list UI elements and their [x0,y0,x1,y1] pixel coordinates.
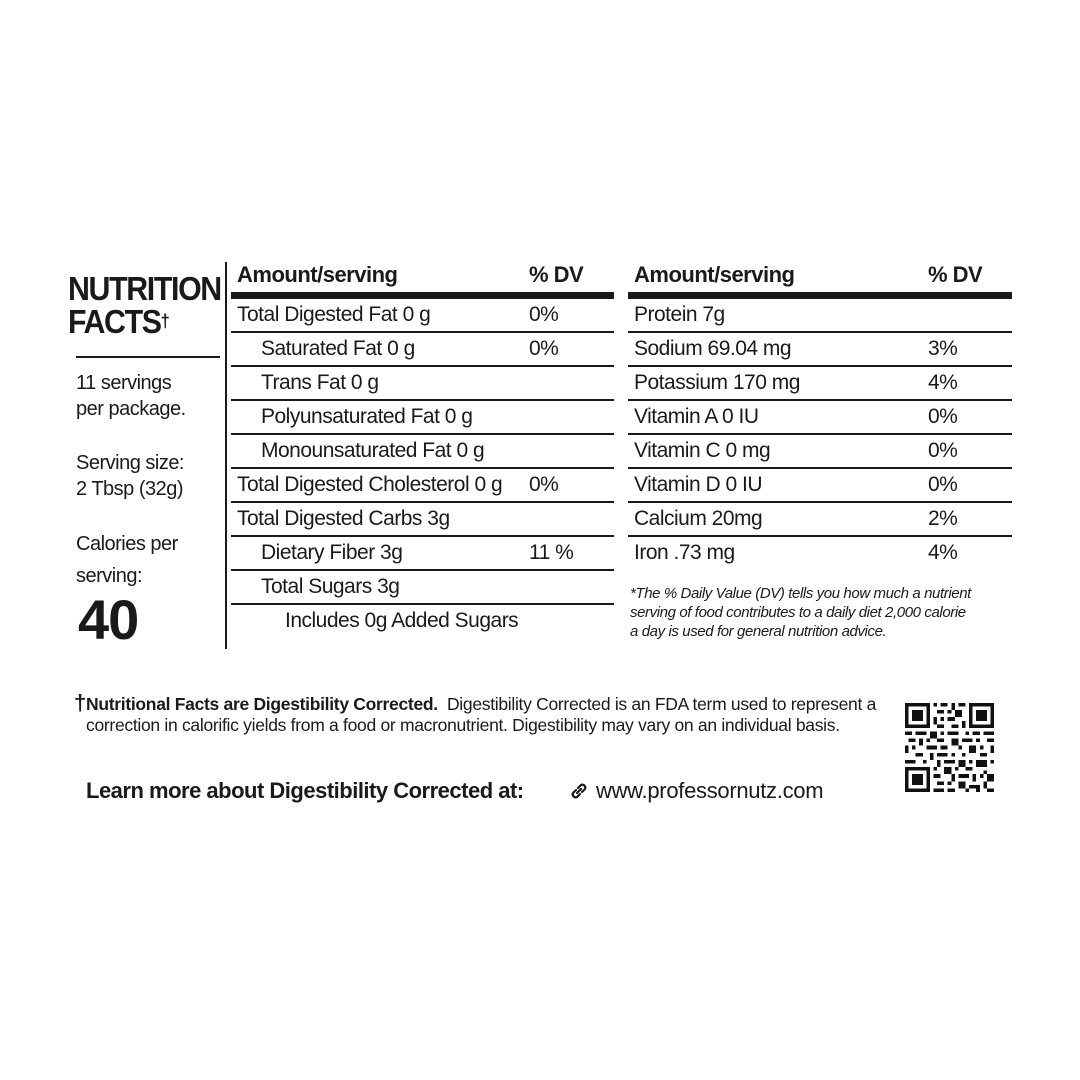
table-row [231,469,614,503]
table-row [628,469,1012,503]
nutrient-dv: 3% [928,337,958,360]
url-text[interactable]: www.professornutz.com [596,778,824,803]
table-header [628,262,1012,292]
table-row [628,537,1012,569]
nutrient-name: Monounsaturated Fat 0 g [261,439,485,462]
thick-rule [628,292,1012,299]
disclaimer-body: Digestibility Corrected is an FDA term used to represent a correction in calorific yields from a food or macronutrient. Digestibility may vary on an individual basis. [86,694,877,735]
nutrient-dv: 0% [928,405,958,428]
table-row [231,401,614,435]
nutrient-name: Total Digested Fat 0 g [237,303,431,326]
thick-rule [231,292,614,299]
nutrient-name: Vitamin A 0 IU [634,405,759,428]
left-divider [76,356,220,358]
nutrient-dv: 0% [529,473,559,496]
disclaimer-bold: Nutritional Facts are Digestibility Corrected. [86,694,438,714]
title-line1: NUTRITION [68,270,221,307]
nutrient-dv: 2% [928,507,958,530]
table-row [628,299,1012,333]
dagger-mark: † [74,690,87,715]
nutrient-name: Potassium 170 mg [634,371,800,394]
nutrient-name: Total Sugars 3g [261,575,400,598]
nutrient-name: Dietary Fiber 3g [261,541,403,564]
dv-footnote [630,584,971,641]
nutrient-name: Total Digested Cholesterol 0 g [237,473,503,496]
servings-per-package [76,370,186,422]
footnote-line2: serving of food contributes to a daily diet 2,000 calorie [630,604,966,621]
servings-line2: per package. [76,398,186,420]
nutrient-dv: 0% [529,303,559,326]
footnote-line3: a day is used for general nutrition advice. [630,623,887,640]
serving-size-line2: 2 Tbsp (32g) [76,478,184,500]
nutrient-name: Polyunsaturated Fat 0 g [261,405,473,428]
calories-label [76,528,178,592]
table-row [628,435,1012,469]
calories-line2: serving: [76,565,143,587]
nutrient-name: Includes 0g Added Sugars [285,609,519,632]
table-row [628,367,1012,401]
nutrient-name: Calcium 20mg [634,507,763,530]
nutrient-name: Trans Fat 0 g [261,371,379,394]
nutrient-name: Sodium 69.04 mg [634,337,792,360]
header-dv: % DV [529,262,584,287]
table-header [231,262,614,292]
calories-line1: Calories per [76,533,178,555]
nutrient-name: Protein 7g [634,303,725,326]
disclaimer-paragraph [86,694,876,736]
learn-more-label: Learn more about Digestibility Corrected at: [86,778,524,803]
vertical-divider [225,262,227,649]
nutrient-name: Vitamin D 0 IU [634,473,762,496]
table-row [628,333,1012,367]
table-row [231,503,614,537]
title-line2: FACTS [68,303,161,340]
serving-size [76,450,184,502]
nutrition-facts-title [68,270,221,340]
nutrient-table-right [628,262,1012,640]
table-row [231,367,614,401]
footnote-line1: *The % Daily Value (DV) tells you how much a nutrient [630,585,971,602]
table-row [231,605,614,637]
table-row [231,299,614,333]
nutrient-name: Iron .73 mg [634,541,735,564]
serving-size-line1: Serving size: [76,452,184,474]
title-dagger: † [160,311,170,331]
nutrient-dv: 4% [928,371,958,394]
header-dv: % DV [928,262,983,287]
calories-value: 40 [78,588,139,651]
servings-line1: 11 servings [76,372,172,394]
table-row [628,503,1012,537]
nutrient-name: Saturated Fat 0 g [261,337,415,360]
nutrient-table-left [231,262,614,637]
table-row [231,435,614,469]
header-amount: Amount/serving [237,262,398,287]
nutrition-label [68,262,1018,652]
nutrient-dv: 0% [529,337,559,360]
nutrient-dv: 0% [928,439,958,462]
website-link[interactable] [568,778,823,806]
nutrient-dv: 11 % [529,541,574,564]
table-row [231,571,614,605]
qr-code-icon [905,703,994,792]
table-row [628,401,1012,435]
nutrient-name: Vitamin C 0 mg [634,439,771,462]
table-row [231,333,614,367]
header-amount: Amount/serving [634,262,795,287]
nutrient-name: Total Digested Carbs 3g [237,507,450,530]
link-icon [568,780,590,806]
nutrient-dv: 0% [928,473,958,496]
nutrient-dv: 4% [928,541,958,564]
table-row [231,537,614,571]
